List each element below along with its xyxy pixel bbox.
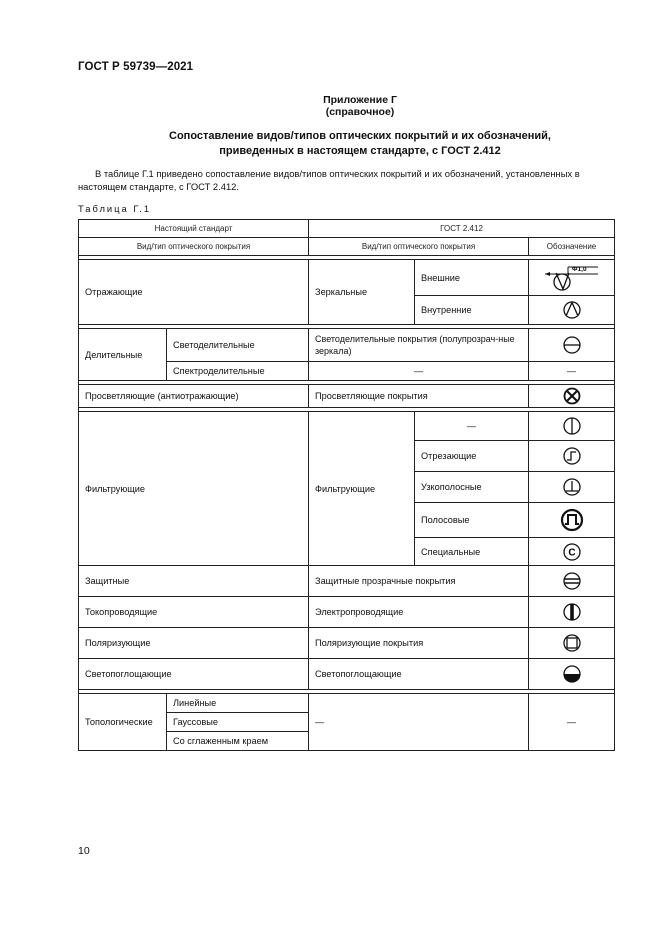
- row-splitting-sub2: Спектроделительные: [167, 362, 309, 381]
- row-filtering-sub-narrowband: Узкополосные: [415, 472, 529, 503]
- conductive-coating-icon: [529, 597, 615, 628]
- row-antireflective-gost: Просветляющие покрытия: [309, 385, 529, 408]
- absorbing-coating-icon: [529, 659, 615, 690]
- row-topological-sub-linear: Линейные: [167, 694, 309, 713]
- row-reflective-name: Отражающие: [79, 260, 309, 325]
- table-row: [79, 412, 615, 441]
- row-filtering-name: Фильтрующие: [79, 412, 309, 566]
- table-header-row: [79, 220, 615, 238]
- row-filtering-sub-generic: —: [415, 412, 529, 441]
- row-polarizing-name: Поляризующие: [79, 628, 309, 659]
- filter-generic-icon: [529, 412, 615, 441]
- external-mirror-icon: [529, 260, 615, 296]
- row-splitting-sub1-gost: Светоделительные покрытия (полупрозрач-ные зеркала): [309, 329, 529, 362]
- internal-mirror-icon: [529, 296, 615, 325]
- row-conductive-name: Токопроводящие: [79, 597, 309, 628]
- special-filter-letter: С: [567, 547, 576, 558]
- title-line-1: Сопоставление видов/типов оптических покрытий и их обозначений,: [169, 130, 551, 142]
- row-splitting-sub1: Светоделительные: [167, 329, 309, 362]
- row-topological-gost: —: [309, 694, 529, 751]
- row-protective-name: Защитные: [79, 566, 309, 597]
- bandpass-filter-icon: [529, 503, 615, 538]
- row-reflective-sub1: Внешние: [415, 260, 529, 296]
- header-gost: ГОСТ 2.412: [309, 220, 615, 238]
- table-caption: Таблица Г.1: [78, 203, 152, 214]
- table-row: [79, 566, 615, 597]
- cutoff-filter-icon: [529, 441, 615, 472]
- table-row: [79, 385, 615, 408]
- table-row: [79, 628, 615, 659]
- polarizing-coating-icon: [529, 628, 615, 659]
- row-antireflective-name: Просветляющие (антиотражающие): [79, 385, 309, 408]
- row-topological-name: Топологические: [79, 694, 167, 751]
- row-filtering-gost: Фильтрующие: [309, 412, 415, 566]
- special-filter-icon: [529, 538, 615, 566]
- mirror-tolerance-label: Ф1,0: [571, 265, 587, 273]
- comparison-table: [78, 219, 615, 751]
- row-protective-gost: Защитные прозрачные покрытия: [309, 566, 529, 597]
- antireflection-icon: [529, 385, 615, 408]
- table-row: [79, 329, 615, 362]
- row-splitting-sub2-gost: —: [309, 362, 529, 381]
- protective-coating-icon: [529, 566, 615, 597]
- document-id: ГОСТ Р 59739—2021: [78, 61, 194, 73]
- table-subheader-row: [79, 238, 615, 256]
- beam-splitter-icon: [529, 329, 615, 362]
- appendix-kind: (справочное): [325, 106, 395, 118]
- page-number: 10: [78, 845, 90, 857]
- row-absorbing-name: Светопоглощающие: [79, 659, 309, 690]
- row-absorbing-gost: Светопоглощающие: [309, 659, 529, 690]
- row-reflective-sub2: Внутренние: [415, 296, 529, 325]
- row-filtering-sub-cutoff: Отрезающие: [415, 441, 529, 472]
- narrowband-filter-icon: [529, 472, 615, 503]
- header-designation: Обозначение: [529, 238, 615, 256]
- row-filtering-sub-special: Специальные: [415, 538, 529, 566]
- row-splitting-name: Делительные: [79, 329, 167, 381]
- row-topological-sub-smooth: Со сглаженным краем: [167, 732, 309, 751]
- header-kind: Вид/тип оптического покрытия: [79, 238, 309, 256]
- row-reflective-gost: Зеркальные: [309, 260, 415, 325]
- table-row: [79, 260, 615, 296]
- row-topological-sub-gaussian: Гауссовые: [167, 713, 309, 732]
- row-splitting-sub2-symbol: —: [529, 362, 615, 381]
- header-this-standard: Настоящий стандарт: [79, 220, 309, 238]
- appendix-label: Приложение Г: [323, 94, 397, 106]
- appendix-title: [60, 129, 660, 159]
- row-filtering-sub-bandpass: Полосовые: [415, 503, 529, 538]
- appendix-heading: [60, 94, 660, 118]
- table-row: [79, 597, 615, 628]
- row-topological-symbol: —: [529, 694, 615, 751]
- table-row: [79, 659, 615, 690]
- table-row: [79, 694, 615, 713]
- title-line-2: приведенных в настоящем стандарте, с ГОСТ 2.412: [219, 145, 501, 157]
- row-polarizing-gost: Поляризующие покрытия: [309, 628, 529, 659]
- header-kind-gost: Вид/тип оптического покрытия: [309, 238, 529, 256]
- intro-paragraph: В таблице Г.1 приведено сопоставление видов/типов оптических покрытий и их обозначений, установленных в настоящем стандарте, с ГОСТ 2.412.: [78, 168, 580, 192]
- row-conductive-gost: Электропроводящие: [309, 597, 529, 628]
